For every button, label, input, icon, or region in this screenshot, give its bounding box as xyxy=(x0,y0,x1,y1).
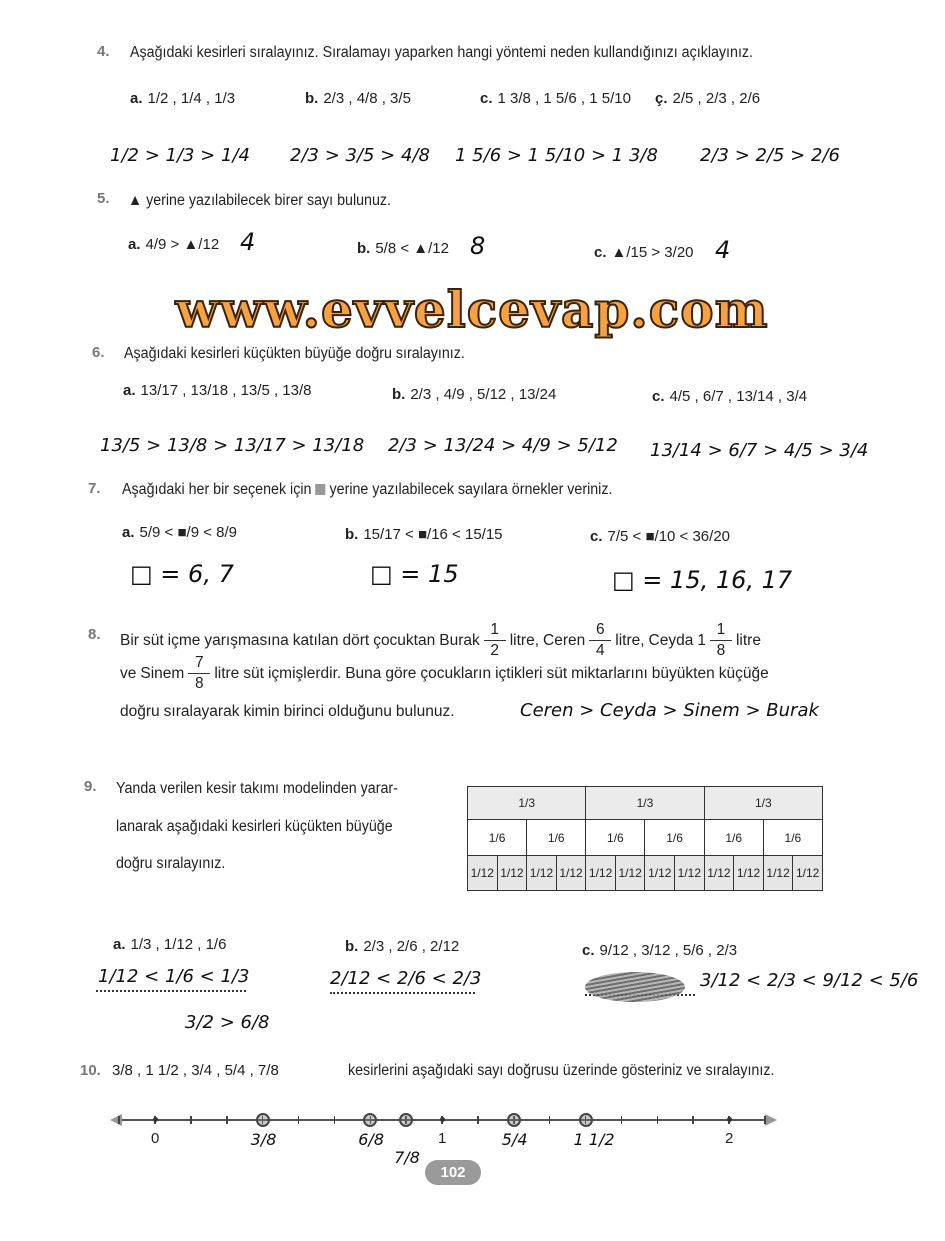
fraction-list: 2/3 , 4/9 , 5/12 , 13/24 xyxy=(410,386,557,403)
q5-item-c xyxy=(594,244,694,261)
text: Ceren xyxy=(543,631,586,649)
number-line-tick xyxy=(226,1116,228,1124)
handwritten-answer: □ = 15 xyxy=(370,560,459,588)
q9-item-a xyxy=(113,936,226,953)
denominator: 8 xyxy=(716,642,726,660)
handwritten-answer: 1/12 < 1/6 < 1/3 xyxy=(98,966,250,987)
text: doğru xyxy=(120,703,160,720)
handwritten-point-label: 6/8 xyxy=(358,1130,384,1149)
model-cell: 1/6 xyxy=(527,820,586,856)
model-cell: 1/12 xyxy=(793,856,823,891)
comparison: 5/8 < ▲/12 xyxy=(375,240,449,257)
handwritten-answer: 2/3 > 13/24 > 4/9 > 5/12 xyxy=(388,435,618,456)
text: Sinem xyxy=(140,664,185,682)
text: Buna xyxy=(345,664,382,682)
text: göre xyxy=(385,664,417,682)
text: bulunuz. xyxy=(395,703,455,720)
numerator: 7 xyxy=(188,655,210,674)
q5-item-a xyxy=(128,236,219,253)
model-row xyxy=(468,787,823,820)
model-cell: 1/12 xyxy=(734,856,764,891)
number-line-tick xyxy=(298,1116,300,1124)
item-label: b. xyxy=(345,526,359,543)
question-text-part: yerine yazılabilecek sayılara örnekler veriniz. xyxy=(329,481,613,498)
handwritten-point-label: 7/8 xyxy=(394,1148,420,1167)
model-cell: 1/3 xyxy=(586,787,704,820)
fraction-list: 13/17 , 13/18 , 13/5 , 13/8 xyxy=(140,382,312,399)
text: içme xyxy=(167,631,201,649)
text: yarışmasına xyxy=(204,631,289,649)
arrow-right-icon xyxy=(765,1114,777,1126)
numerator: 1 xyxy=(710,622,732,641)
text: Bir xyxy=(120,631,139,649)
model-cell: 1/6 xyxy=(763,820,822,856)
model-cell: 1/6 xyxy=(586,820,645,856)
number-line-tick xyxy=(764,1116,766,1124)
text: 1 xyxy=(697,631,706,649)
handwritten-answer: 8 xyxy=(470,232,486,260)
q10-fractions: 3/8 , 1 1/2 , 3/4 , 5/4 , 7/8 xyxy=(112,1062,279,1079)
fraction-list: 2/3 , 4/8 , 3/5 xyxy=(323,90,411,107)
q8-line xyxy=(118,622,763,660)
numerator: 6 xyxy=(589,622,611,641)
model-cell: 1/12 xyxy=(586,856,616,891)
question-number: 9. xyxy=(84,778,97,795)
model-cell: 1/6 xyxy=(704,820,763,856)
comparison: 4/9 > ▲/12 xyxy=(145,236,220,253)
q9-item-c xyxy=(582,942,737,959)
comparison: 5/9 < ■/9 < 8/9 xyxy=(139,524,237,541)
question-text: ▲ yerine yazılabilecek birer sayı bulunuz. xyxy=(128,192,392,209)
marked-point xyxy=(363,1113,377,1127)
number-line-point xyxy=(153,1117,158,1122)
handwritten-answer: □ = 6, 7 xyxy=(130,560,234,588)
fraction-list: 2/5 , 2/3 , 2/6 xyxy=(672,90,761,107)
question-text: kesirlerini aşağıdaki sayı doğrusu üzerinde gösteriniz ve sıralayınız. xyxy=(348,1062,775,1079)
text: çocuktan xyxy=(373,631,436,649)
handwritten-point-label: 1 1/2 xyxy=(573,1130,615,1149)
q4-item-b xyxy=(305,90,411,107)
marked-point xyxy=(256,1113,270,1127)
text: litre xyxy=(214,664,240,682)
item-label: a. xyxy=(128,236,141,253)
model-cell: 1/12 xyxy=(763,856,793,891)
fraction xyxy=(188,655,210,693)
fraction-list: 1 3/8 , 1 5/6 , 1 5/10 xyxy=(497,90,631,107)
q4-item-c xyxy=(480,90,631,107)
model-row xyxy=(468,820,823,856)
item-label: a. xyxy=(113,936,126,953)
fraction-list: 1/2 , 1/4 , 1/3 xyxy=(147,90,236,107)
item-label: c. xyxy=(480,90,493,107)
handwritten-answer: 1/2 > 1/3 > 1/4 xyxy=(110,145,250,166)
text: içmişlerdir. xyxy=(267,664,342,682)
question-text-part: Aşağıdaki her bir seçenek için xyxy=(122,481,312,498)
question-number: 6. xyxy=(92,344,105,361)
marked-point xyxy=(507,1113,521,1127)
watermark-logo: www.evvelcevap.com xyxy=(175,280,769,339)
answer-dotted-line xyxy=(96,990,246,992)
denominator: 4 xyxy=(595,642,605,660)
text: sıralayarak xyxy=(163,703,240,720)
denominator: 2 xyxy=(490,642,500,660)
item-label: a. xyxy=(122,524,135,541)
comparison: ▲/15 > 3/20 xyxy=(611,244,694,261)
number-line-tick xyxy=(477,1116,479,1124)
text: miktarlarını xyxy=(571,664,648,682)
q9-item-b xyxy=(345,938,459,955)
marked-point xyxy=(579,1113,593,1127)
number-line-point xyxy=(727,1117,732,1122)
model-cell: 1/12 xyxy=(615,856,645,891)
model-cell: 1/3 xyxy=(704,787,822,820)
q6-item-b xyxy=(392,386,556,403)
model-cell: 1/12 xyxy=(556,856,586,891)
number-line-tick xyxy=(621,1116,623,1124)
model-cell: 1/12 xyxy=(497,856,527,891)
handwritten-note: 3/2 > 6/8 xyxy=(185,1012,270,1033)
answer-dotted-line xyxy=(330,992,475,994)
text: katılan xyxy=(292,631,339,649)
model-cell: 1/12 xyxy=(704,856,734,891)
question-text: Yanda verilen kesir takımı modelinden yarar- xyxy=(116,780,398,797)
text: olduğunu xyxy=(328,703,392,720)
text: litre xyxy=(735,631,761,649)
q5-item-b xyxy=(357,240,449,257)
fraction xyxy=(710,622,732,660)
handwritten-answer: 2/3 > 2/5 > 2/6 xyxy=(700,145,840,166)
model-cell: 1/12 xyxy=(645,856,675,891)
comparison: 15/17 < ■/16 < 15/15 xyxy=(363,526,503,543)
text: kimin xyxy=(243,703,280,720)
question-text: Aşağıdaki kesirleri sıralayınız. Sıralamayı yaparken hangi yöntemi neden kullandığınızı açıklayınız. xyxy=(130,44,753,61)
number-line-tick xyxy=(118,1116,120,1124)
number-line-tick xyxy=(334,1116,336,1124)
item-label: b. xyxy=(357,240,371,257)
text: çocukların xyxy=(420,664,492,682)
number-line-tick xyxy=(549,1116,551,1124)
text: litre, xyxy=(509,631,540,649)
fraction-list: 2/3 , 2/6 , 2/12 xyxy=(363,938,460,955)
handwritten-answer: 2/12 < 2/6 < 2/3 xyxy=(330,968,482,989)
fraction-list: 4/5 , 6/7 , 13/14 , 3/4 xyxy=(669,388,808,405)
item-label: b. xyxy=(305,90,319,107)
item-label: b. xyxy=(392,386,406,403)
model-cell: 1/12 xyxy=(468,856,498,891)
page-number-badge: 102 xyxy=(425,1160,481,1185)
handwritten-answer: 13/5 > 13/8 > 13/17 > 13/18 xyxy=(100,435,365,456)
model-cell: 1/6 xyxy=(468,820,527,856)
scribbled-out-answer xyxy=(585,972,685,1002)
question-number: 8. xyxy=(88,626,101,643)
handwritten-answer: 3/12 < 2/3 < 9/12 < 5/6 xyxy=(700,970,919,991)
number-line-point xyxy=(440,1117,445,1122)
model-row xyxy=(468,856,823,891)
number-line-tick xyxy=(190,1116,192,1124)
text: dört xyxy=(342,631,370,649)
q7-item-b xyxy=(345,526,503,543)
q4-item-a xyxy=(130,90,235,107)
number-line-label: 2 xyxy=(725,1130,734,1147)
handwritten-point-label: 5/4 xyxy=(501,1130,528,1149)
text: büyükten xyxy=(651,664,715,682)
handwritten-answer: □ = 15, 16, 17 xyxy=(612,566,793,594)
q8-line xyxy=(118,703,457,721)
question-text xyxy=(122,481,612,499)
text: süt xyxy=(243,664,264,682)
text: küçüğe xyxy=(718,664,769,682)
item-label: c. xyxy=(590,528,603,545)
q7-item-c xyxy=(590,528,730,545)
fraction xyxy=(484,622,506,660)
handwritten-answer: 2/3 > 3/5 > 4/8 xyxy=(290,145,430,166)
item-label: c. xyxy=(652,388,665,405)
arrow-left-icon xyxy=(110,1114,122,1126)
text: süt xyxy=(546,664,568,682)
item-label: b. xyxy=(345,938,359,955)
fraction-list: 9/12 , 3/12 , 5/6 , 2/3 xyxy=(599,942,738,959)
text: birinci xyxy=(283,703,325,720)
handwritten-point-label: 3/8 xyxy=(250,1130,277,1149)
number-line-tick xyxy=(692,1116,694,1124)
item-label: a. xyxy=(123,382,136,399)
text: Ceyda xyxy=(648,631,694,649)
item-label: a. xyxy=(130,90,143,107)
square-placeholder-icon xyxy=(315,484,325,495)
question-text: Aşağıdaki kesirleri küçükten büyüğe doğru sıralayınız. xyxy=(124,345,465,362)
model-cell: 1/12 xyxy=(527,856,557,891)
fraction-bar-model xyxy=(467,786,823,891)
fraction xyxy=(589,622,611,660)
text: litre, xyxy=(615,631,645,649)
question-number: 10. xyxy=(80,1062,101,1079)
question-text: doğru sıralayınız. xyxy=(116,855,226,872)
text: içtikleri xyxy=(495,664,543,682)
numerator: 1 xyxy=(484,622,506,641)
question-text: lanarak aşağıdaki kesirleri küçükten büyüğe xyxy=(116,818,393,835)
number-line-label: 0 xyxy=(151,1130,160,1147)
marked-point xyxy=(399,1113,413,1127)
q6-item-a xyxy=(123,382,312,399)
handwritten-answer: 4 xyxy=(240,228,256,256)
handwritten-answer: 13/14 > 6/7 > 4/5 > 3/4 xyxy=(650,440,869,461)
model-cell: 1/6 xyxy=(645,820,704,856)
item-label: c. xyxy=(582,942,595,959)
handwritten-answer: Ceren > Ceyda > Sinem > Burak xyxy=(520,700,819,721)
question-number: 7. xyxy=(88,480,101,497)
model-cell: 1/3 xyxy=(468,787,586,820)
number-line-label: 1 xyxy=(438,1130,447,1147)
q7-item-a xyxy=(122,524,237,541)
number-line-tick xyxy=(657,1116,659,1124)
q8-line xyxy=(118,655,771,693)
q4-item-c-cedilla xyxy=(655,90,760,107)
handwritten-answer: 4 xyxy=(715,236,731,264)
handwritten-answer: 1 5/6 > 1 5/10 > 1 3/8 xyxy=(455,145,658,166)
text: Burak xyxy=(439,631,480,649)
question-number: 5. xyxy=(97,190,110,207)
item-label: ç. xyxy=(655,90,668,107)
denominator: 8 xyxy=(195,675,204,693)
text: süt xyxy=(142,631,164,649)
question-number: 4. xyxy=(97,43,110,60)
q6-item-c xyxy=(652,388,807,405)
text: ve xyxy=(120,664,137,682)
comparison: 7/5 < ■/10 < 36/20 xyxy=(607,528,731,545)
fraction-list: 1/3 , 1/12 , 1/6 xyxy=(130,936,227,953)
item-label: c. xyxy=(594,244,607,261)
model-cell: 1/12 xyxy=(675,856,705,891)
